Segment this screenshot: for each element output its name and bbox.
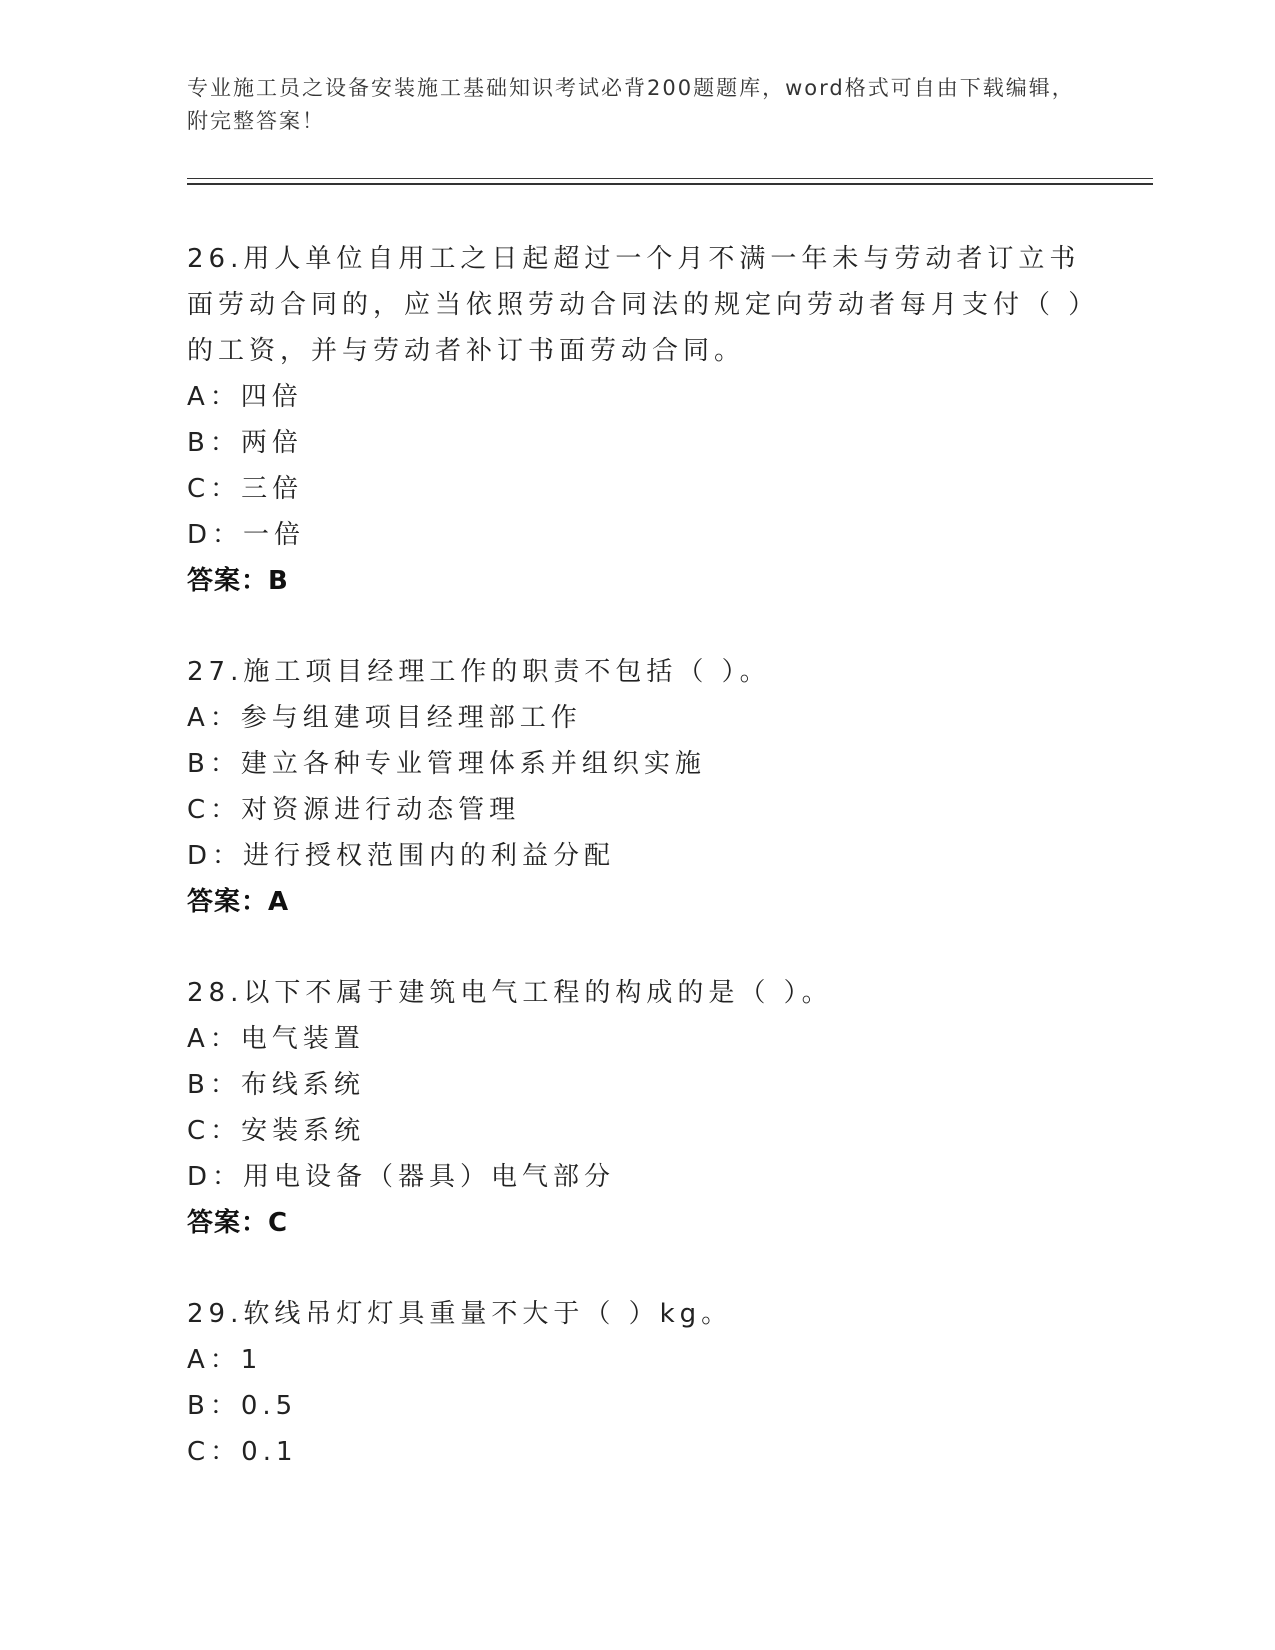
option-a: A：四倍: [187, 382, 303, 412]
question-28: [187, 970, 1087, 1246]
option-a: A：电气装置: [187, 1024, 365, 1054]
question-list: [187, 236, 1087, 1520]
question-27: [187, 649, 1087, 925]
question-29: [187, 1291, 1087, 1475]
answer: 答案：A: [187, 887, 290, 917]
question-text: 28.以下不属于建筑电气工程的构成的是（ ）。: [187, 978, 833, 1008]
option-c: C：安装系统: [187, 1116, 366, 1146]
question-26: [187, 236, 1087, 604]
option-b: B：0.5: [187, 1391, 298, 1421]
option-c: C：0.1: [187, 1437, 298, 1467]
option-c: C：三倍: [187, 474, 304, 504]
option-d: D：进行授权范围内的利益分配: [187, 841, 616, 871]
document-header: [187, 72, 1087, 138]
question-text: 29.软线吊灯灯具重量不大于（ ）kg。: [187, 1299, 733, 1329]
header-divider: [187, 178, 1153, 185]
option-b: B：布线系统: [187, 1070, 365, 1100]
answer: 答案：B: [187, 566, 289, 596]
header-title: 专业施工员之设备安装施工基础知识考试必背200题题库，word格式可自由下载编辑，附完整答案！: [187, 76, 1075, 133]
answer: 答案：C: [187, 1208, 289, 1238]
option-d: D：用电设备（器具）电气部分: [187, 1162, 616, 1192]
option-b: B：两倍: [187, 428, 303, 458]
question-text: 26.用人单位自用工之日起超过一个月不满一年未与劳动者订立书面劳动合同的，应当依照劳动合同法的规定向劳动者每月支付（ ）的工资，并与劳动者补订书面劳动合同。: [187, 244, 1087, 366]
option-d: D：一倍: [187, 520, 306, 550]
option-c: C：对资源进行动态管理: [187, 795, 521, 825]
option-b: B：建立各种专业管理体系并组织实施: [187, 749, 706, 779]
option-a: A：1: [187, 1345, 263, 1375]
question-text: 27.施工项目经理工作的职责不包括（ ）。: [187, 657, 771, 687]
option-a: A：参与组建项目经理部工作: [187, 703, 582, 733]
